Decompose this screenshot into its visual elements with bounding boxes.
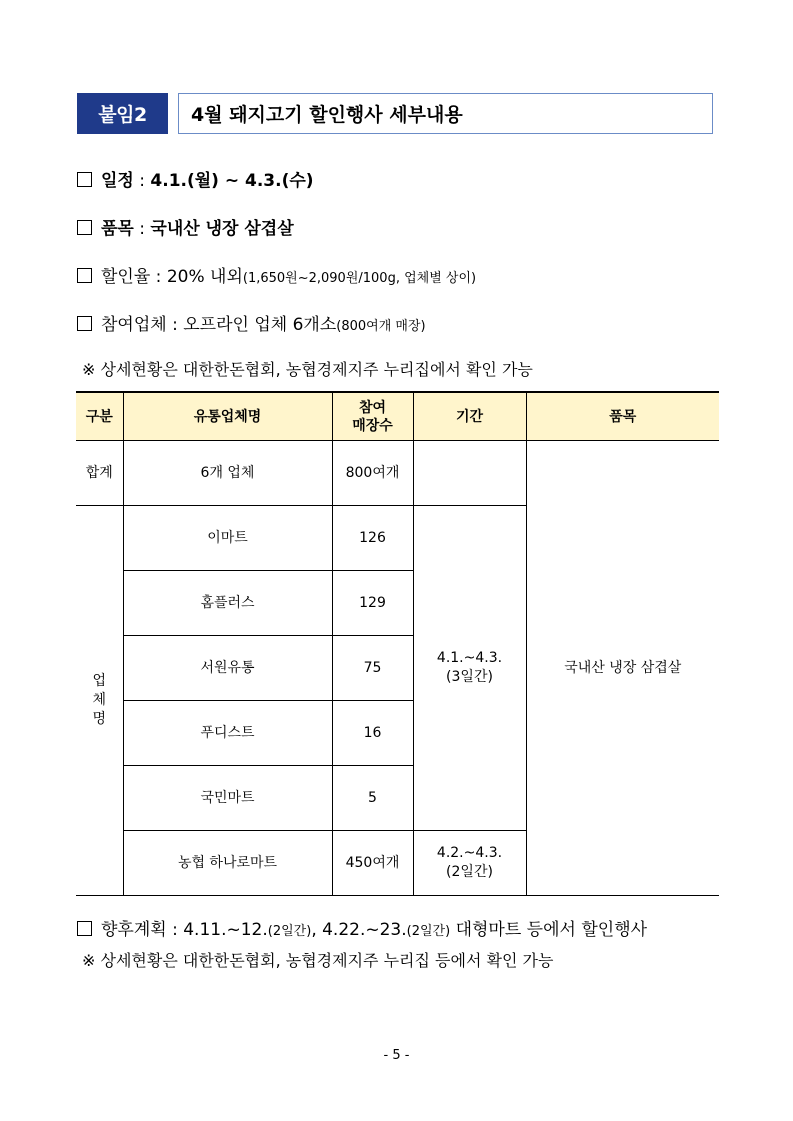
product-value: 국내산 냉장 삼겹살 [150,219,294,239]
company-cell: 서원유통 [123,636,332,701]
period-main-cell: 4.1.~4.3. (3일간) [413,506,526,831]
page-number: - 5 - [383,1048,410,1063]
group-label: 업 체 명 [76,506,123,896]
table-header-row [76,392,719,441]
stores-cell: 450여개 [332,831,413,896]
company-cell: 국민마트 [123,766,332,831]
stores-cell: 129 [332,571,413,636]
discount-value: 20% 내외 [166,267,243,287]
header-category: 구분 [76,392,123,441]
discount-label: 할인율 [101,267,151,287]
stores-cell: 126 [332,506,413,571]
total-category: 합계 [76,441,123,506]
checkbox-square-icon [77,268,92,283]
product-label: 품목 [101,219,134,239]
header-company: 유통업체명 [123,392,332,441]
participants-detail: (800여개 매장) [336,319,426,334]
participants-label: 참여업체 [101,315,167,335]
product-cell: 국내산 냉장 삼겹살 [526,441,719,896]
discount-detail: (1,650원~2,090원/100g, 업체별 상이) [242,271,477,286]
checkbox-square-icon [77,220,92,235]
header-period: 기간 [413,392,526,441]
participants-value: 오프라인 업체 6개소 [183,315,337,335]
period-nh-cell: 4.2.~4.3. (2일간) [413,831,526,896]
schedule-line: 일정 : 4.1.(월) ~ 4.3.(수) [77,166,314,191]
table-row-total [76,441,719,506]
company-cell: 홈플러스 [123,571,332,636]
header-stores: 참여 매장수 [332,392,413,441]
checkbox-square-icon [77,921,92,936]
discount-line: 할인율 : 20% 내외(1,650원~2,090원/100g, 업체별 상이) [77,262,476,287]
discount-table [76,391,719,896]
schedule-label: 일정 [101,171,134,191]
total-period [413,441,526,506]
total-company: 6개 업체 [123,441,332,506]
stores-cell: 5 [332,766,413,831]
future-label: 향후계획 [101,920,167,940]
product-line: 품목 : 국내산 냉장 삼겹살 [77,214,294,239]
section-header [77,93,713,134]
stores-cell: 75 [332,636,413,701]
checkbox-square-icon [77,316,92,331]
section-title: 4월 돼지고기 할인행사 세부내용 [178,93,713,134]
header-product: 품목 [526,392,719,441]
note-reference-2: ※ 상세현황은 대한한돈협회, 농협경제지주 누리집 등에서 확인 가능 [82,951,554,970]
checkbox-square-icon [77,172,92,187]
participants-line: 참여업체 : 오프라인 업체 6개소(800여개 매장) [77,310,426,335]
total-stores: 800여개 [332,441,413,506]
schedule-value: 4.1.(월) ~ 4.3.(수) [150,171,314,191]
note-reference: ※ 상세현황은 대한한돈협회, 농협경제지주 누리집에서 확인 가능 [82,360,533,379]
company-cell: 이마트 [123,506,332,571]
stores-cell: 16 [332,701,413,766]
company-cell: 푸디스트 [123,701,332,766]
company-cell: 농협 하나로마트 [123,831,332,896]
future-plan-line: 향후계획 : 4.11.~12.(2일간), 4.22.~23.(2일간) 대형마트 등에서 할인행사 [77,915,647,940]
attachment-badge: 붙임2 [77,93,168,134]
